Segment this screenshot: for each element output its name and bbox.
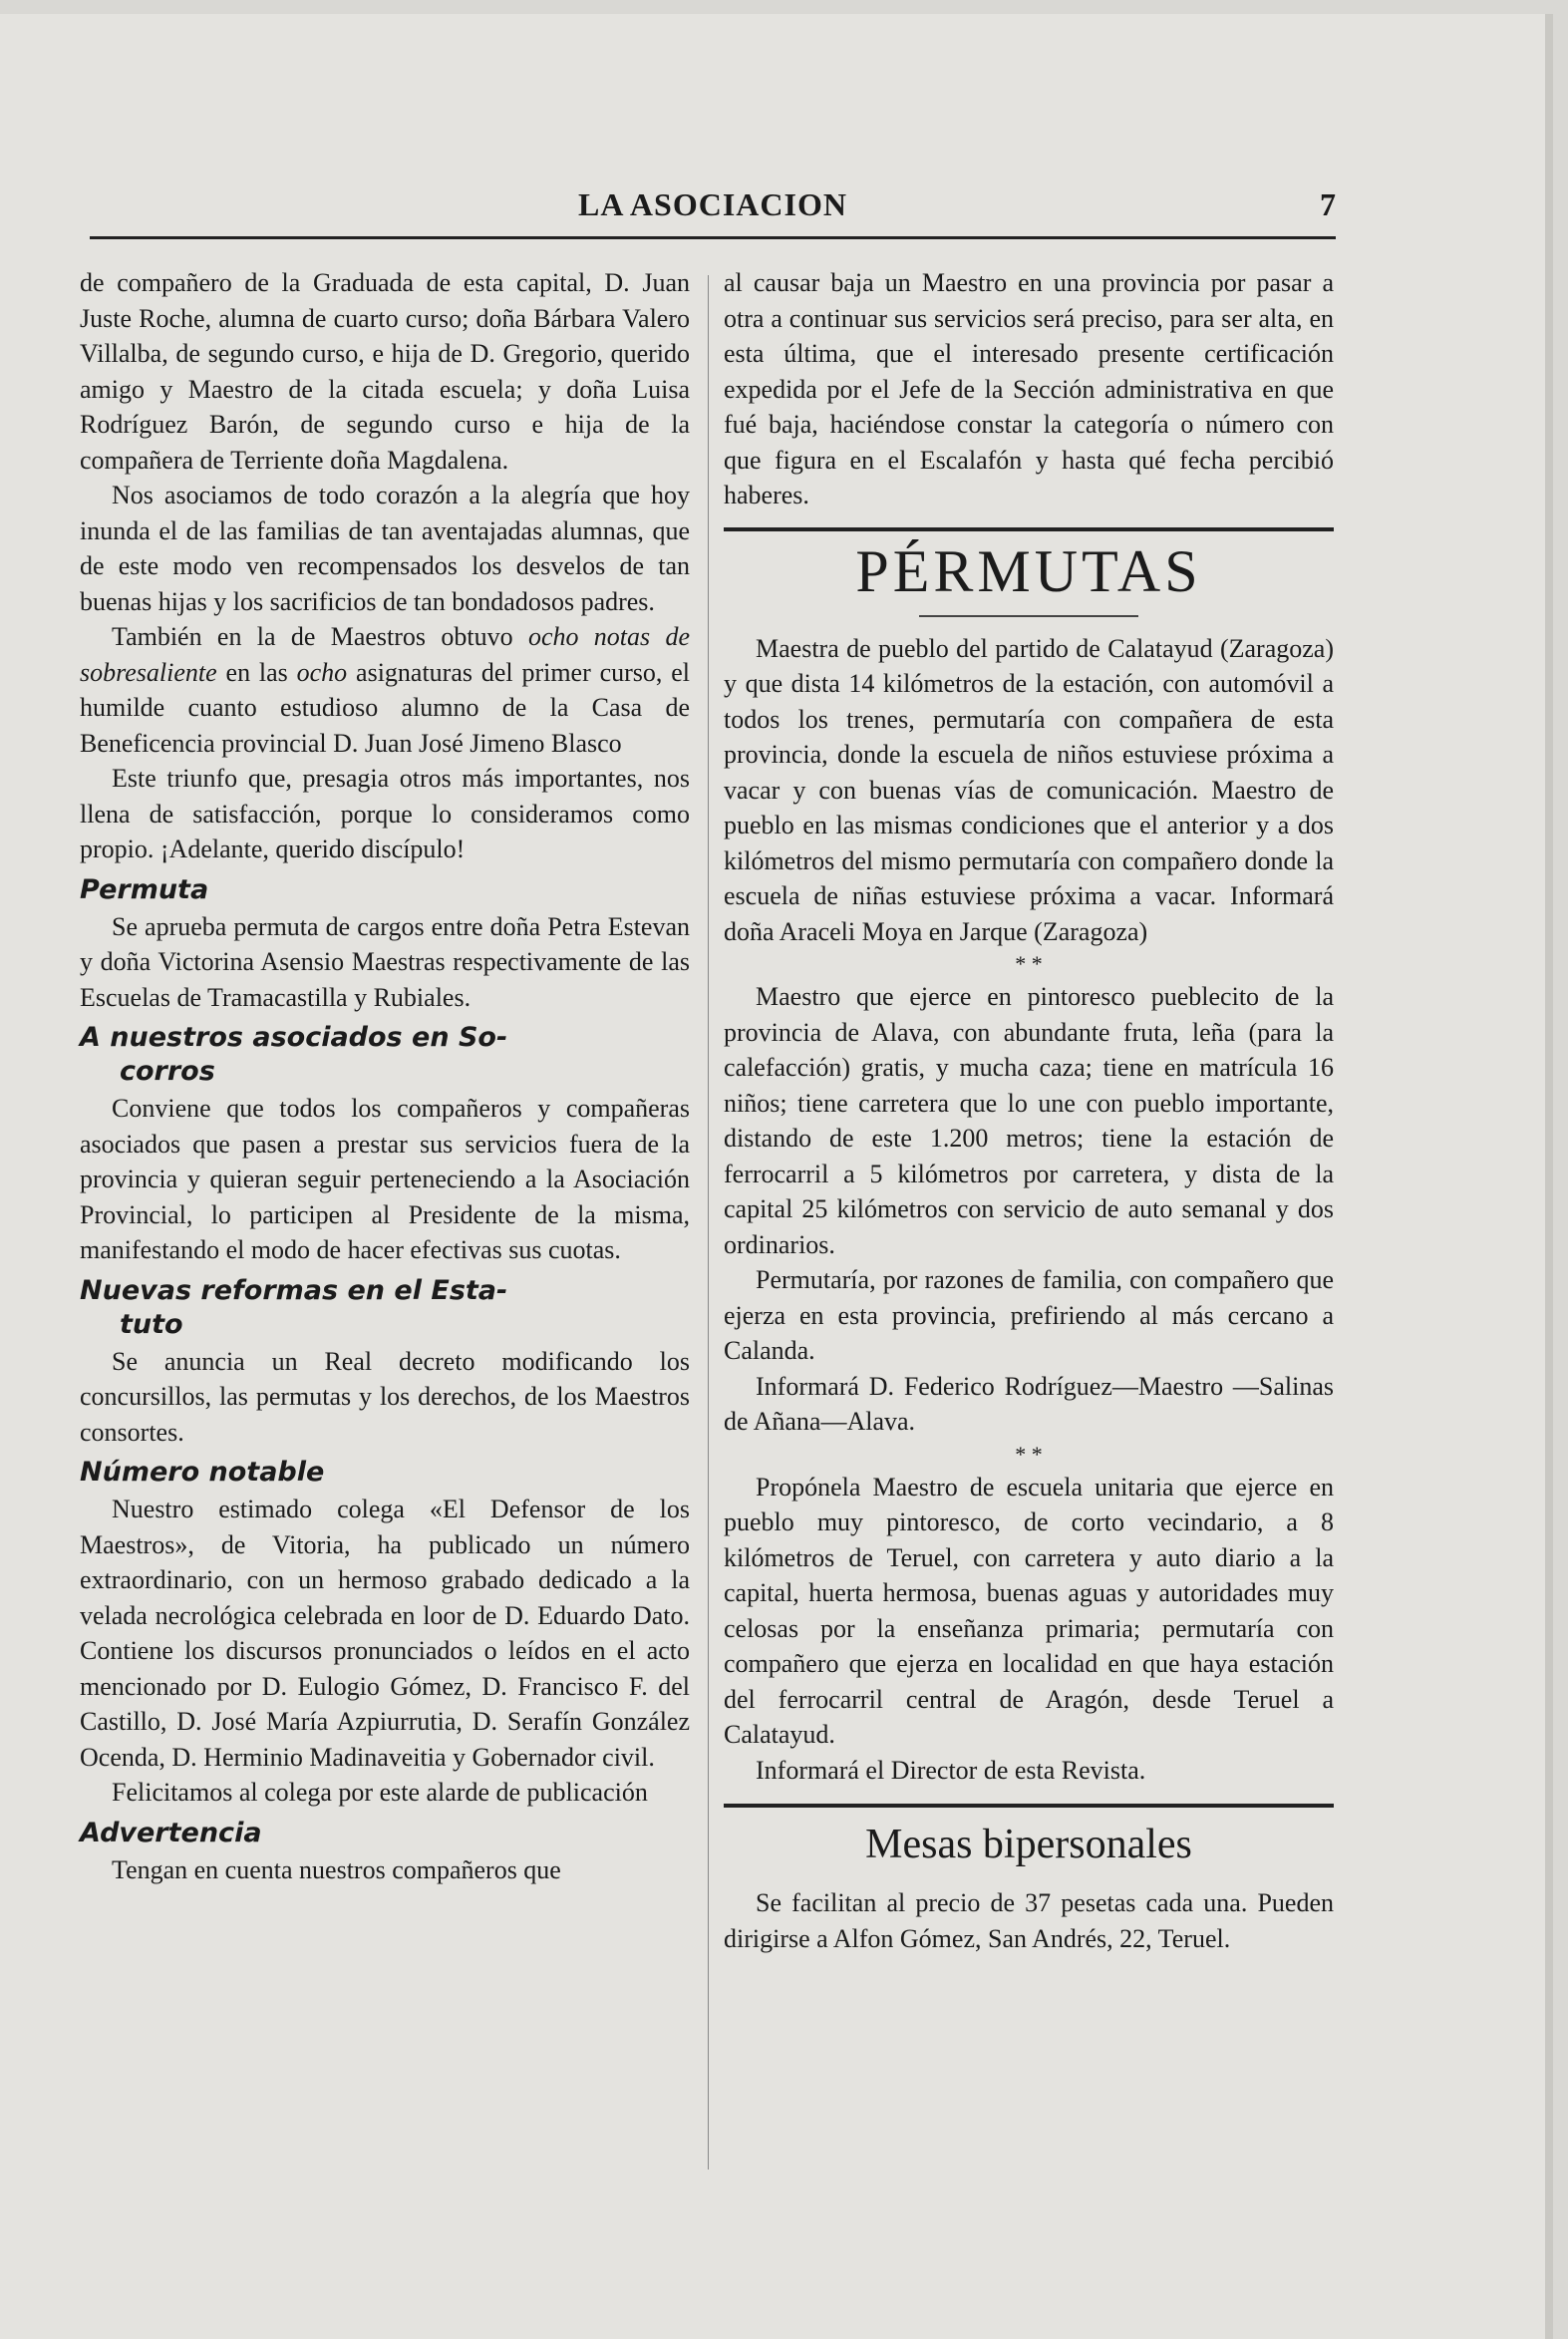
heading-asociados-line2: corros bbox=[120, 1056, 215, 1087]
permuta-entry-2-para-2: Permutaría, por razones de familia, con compañero que ejerza en esta provincia, prefiriendo al más cercano a Calanda. bbox=[724, 1265, 1334, 1365]
intro-paragraph-2: Nos asociamos de todo corazón a la alegría que hoy inunda el de las familias de tan aventajadas alumnas, que de este modo ven recompensados los desvelos de tan buenas hijas y los sacrificios de tan bondadosos padres. bbox=[80, 481, 690, 616]
section-heading-numero-notable: Número notable bbox=[80, 1457, 325, 1488]
header-rule bbox=[90, 236, 1336, 239]
publication-title: LA ASOCIACION bbox=[578, 186, 847, 222]
permuta-entry-2-para-3: Informará D. Federico Rodríguez—Maestro —Salinas de Añana—Alava. bbox=[724, 1371, 1334, 1436]
permutas-short-rule bbox=[919, 615, 1138, 617]
mesas-body: Se facilitan al precio de 37 pesetas cada una. Pueden dirigirse a Alfon Gómez, San Andrés, 22, Teruel. bbox=[724, 1888, 1334, 1953]
section-body-permuta: Se aprueba permuta de cargos entre doña Petra Estevan y doña Victorina Asensio Maestras respectivamente de las Escuelas de Tramacastilla y Rubiales. bbox=[80, 911, 690, 1012]
section-heading-reformas bbox=[80, 1274, 690, 1342]
permutas-title: PÉRMUTAS bbox=[724, 527, 1334, 607]
newspaper-page bbox=[0, 14, 1553, 2339]
left-column bbox=[80, 265, 690, 1887]
section-heading-permuta: Permuta bbox=[80, 873, 209, 905]
mesas-rule bbox=[724, 1804, 1334, 1808]
section-body-advertencia: Tengan en cuenta nuestros compañeros que bbox=[112, 1854, 561, 1884]
page-number: 7 bbox=[1320, 186, 1336, 222]
right-column bbox=[724, 265, 1334, 1956]
maestros-paragraph bbox=[80, 619, 690, 761]
section-body-numero-notable-1: Nuestro estimado colega «El Defensor de los Maestros», de Vitoria, ha publicado un número extraordinario, con un hermoso grabado dedicado a la velada necrológica celebrada en loor de D. Eduardo Dato. Contiene los discursos pronunciados o leídos en el acto mencionado por D. Eulogio Gómez, D. Francisco F. del Castillo, D. José María Azpiurrutia, D. Serafín González Ocenda, D. Herminio Madinaveitia y Gobernador civil. bbox=[80, 1495, 690, 1772]
section-heading-advertencia: Advertencia bbox=[80, 1817, 262, 1848]
section-body-reformas: Se anuncia un Real decreto modificando los concursillos, las permutas y los derechos, de los Maestros consortes. bbox=[80, 1346, 690, 1447]
maestros-text-1: También en la de Maestros obtuvo bbox=[112, 622, 528, 651]
heading-asociados-line1: A nuestros asociados en So- bbox=[80, 1022, 508, 1053]
page-header bbox=[90, 178, 1336, 238]
heading-reformas-line2: tuto bbox=[120, 1308, 183, 1340]
maestros-text-2: en las bbox=[216, 657, 297, 687]
maestros-text-3: asignaturas del primer curso, el humilde cuanto estudioso alumno de la Casa de Beneficencia provincial D. Juan José Jimeno Blasco bbox=[80, 657, 691, 758]
permuta-entry-3-para-2: Informará el Director de esta Revista. bbox=[756, 1755, 1146, 1785]
permuta-entry-1: Maestra de pueblo del partido de Calatayud (Zaragoza) y que dista 14 kilómetros de la estación, con automóvil a todos los trenes, permutaría con compañera de esta provincia, donde la escuela de niños estuviese próxima a vacar y con buenas vías de comunicación. Maestro de pueblo en las mismas condiciones que el anterior y a dos kilómetros del mismo permutaría con compañero donde la escuela de niñas estuviese próxima a vacar. Informará doña Araceli Moya en Jarque (Zaragoza) bbox=[724, 633, 1334, 946]
maestros-italic-1: ocho notas de sobresaliente bbox=[80, 622, 691, 687]
heading-reformas-line1: Nuevas reformas en el Esta- bbox=[80, 1274, 508, 1306]
section-heading-asociados bbox=[80, 1021, 690, 1089]
triunfo-paragraph: Este triunfo que, presagia otros más importantes, nos llena de satisfacción, porque lo consideramos como propio. ¡Adelante, querido discípulo! bbox=[80, 764, 690, 863]
asterism-separator-2: * * bbox=[1015, 1441, 1043, 1467]
mesas-title: Mesas bipersonales bbox=[865, 1822, 1192, 1867]
column-divider bbox=[708, 275, 709, 2170]
section-body-numero-notable-2: Felicitamos al colega por este alarde de publicación bbox=[112, 1778, 648, 1807]
permuta-entry-3-para-1: Propónela Maestro de escuela unitaria que ejerce en pueblo muy pintoresco, de corto vecindario, a 8 kilómetros de Teruel, con carretera y auto diario a la capital, huerta hermosa, buenas aguas y autoridades muy celosas por la enseñanza primaria; permutaría con compañero que ejerza en localidad en que haya estación del ferrocarril central de Aragón, desde Teruel a Calatayud. bbox=[724, 1472, 1334, 1749]
asterism-separator-1: * * bbox=[1015, 951, 1043, 976]
advertencia-continuation: al causar baja un Maestro en una provincia por pasar a otra a continuar sus servicios será preciso, para ser alta, en esta última, que el interesado presente certificación expedida por el Jefe de la Sección administrativa en que fué baja, haciéndose constar la categoría o número con que figura en el Escalafón y hasta qué fecha percibió haberes. bbox=[724, 268, 1334, 509]
intro-paragraph-1: de compañero de la Graduada de esta capital, D. Juan Juste Roche, alumna de cuarto curso; doña Bárbara Valero Villalba, de segundo curso, e hija de D. Gregorio, querido amigo y Maestro de la citada escuela; y doña Luisa Rodríguez Barón, de segundo curso e hija de la compañera de Terriente doña Magdalena. bbox=[80, 268, 690, 475]
maestros-italic-2: ocho bbox=[296, 657, 348, 687]
permuta-entry-2-para-1: Maestro que ejerce en pintoresco pueblecito de la provincia de Alava, con abundante fruta, leña (para la calefacción) gratis, y mucha caza; tiene en matrícula 16 niños; tiene carretera que lo une con pueblo importante, distando de este 1.200 metros; tiene la estación de ferrocarril a 5 kilómetros por carretera, y dista de la capital 25 kilómetros con servicio de auto semanal y dos ordinarios. bbox=[724, 982, 1334, 1259]
section-body-asociados: Conviene que todos los compañeros y compañeras asociados que pasen a prestar sus servicios fuera de la provincia y quieran seguir perteneciendo a la Asociación Provincial, lo participen al Presidente de la misma, manifestando el modo de hacer efectivas sus cuotas. bbox=[80, 1094, 690, 1264]
